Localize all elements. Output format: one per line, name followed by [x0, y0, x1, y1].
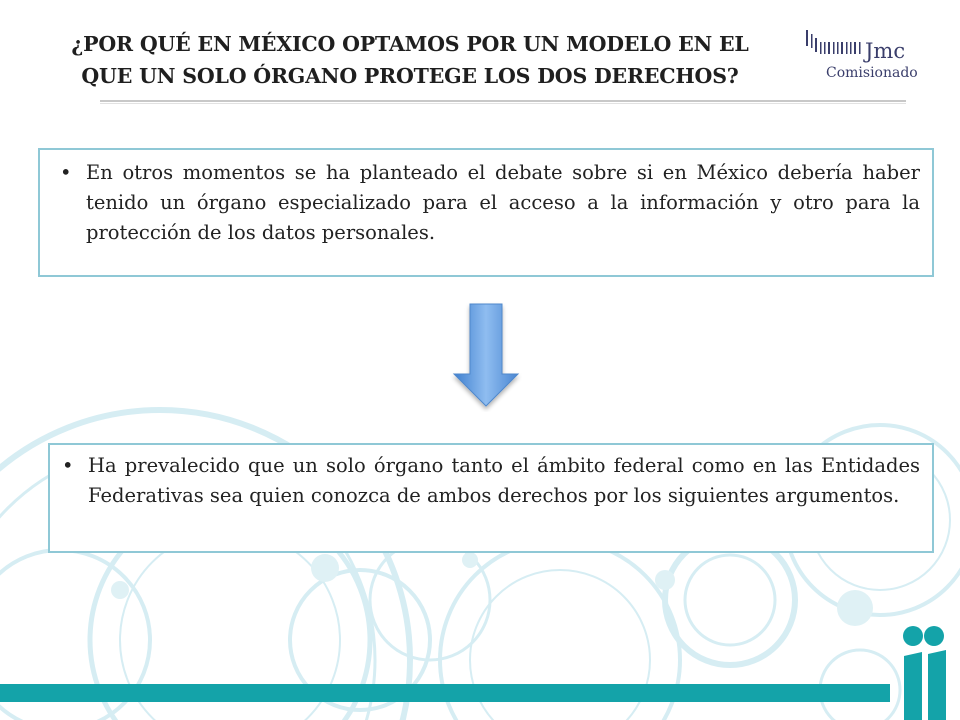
down-arrow-icon	[450, 300, 522, 412]
title-divider-shadow	[100, 103, 906, 104]
statement-1	[60, 158, 920, 248]
statement-2-text: Ha prevalecido que un solo órgano tanto el ámbito federal como en las Entidades Federativas sea quien conozca de ambos derechos por los siguientes argumentos.	[88, 454, 920, 507]
statement-box-1	[38, 148, 934, 277]
title-line-1: ¿POR QUÉ EN MÉXICO OPTAMOS POR UN MODELO EN EL	[71, 32, 749, 56]
bullet-icon: •	[60, 161, 72, 184]
bullet-icon: •	[62, 454, 74, 477]
footer-bar	[0, 684, 890, 702]
logo-subtitle: Comisionado	[826, 65, 918, 81]
logo-name: Jmc	[865, 39, 906, 63]
ii-brand-icon	[890, 622, 960, 720]
statement-2	[62, 451, 920, 511]
title-divider	[100, 100, 906, 102]
statement-box-2	[48, 443, 934, 553]
logo	[804, 28, 954, 88]
statement-1-text: En otros momentos se ha planteado el debate sobre si en México debería haber tenido un órgano especializado para el acceso a la información y otro para la protección de los datos personales.	[86, 161, 920, 244]
title-line-2: QUE UN SOLO ÓRGANO PROTEGE LOS DOS DERECHOS?	[81, 64, 739, 88]
page-title	[20, 28, 800, 92]
